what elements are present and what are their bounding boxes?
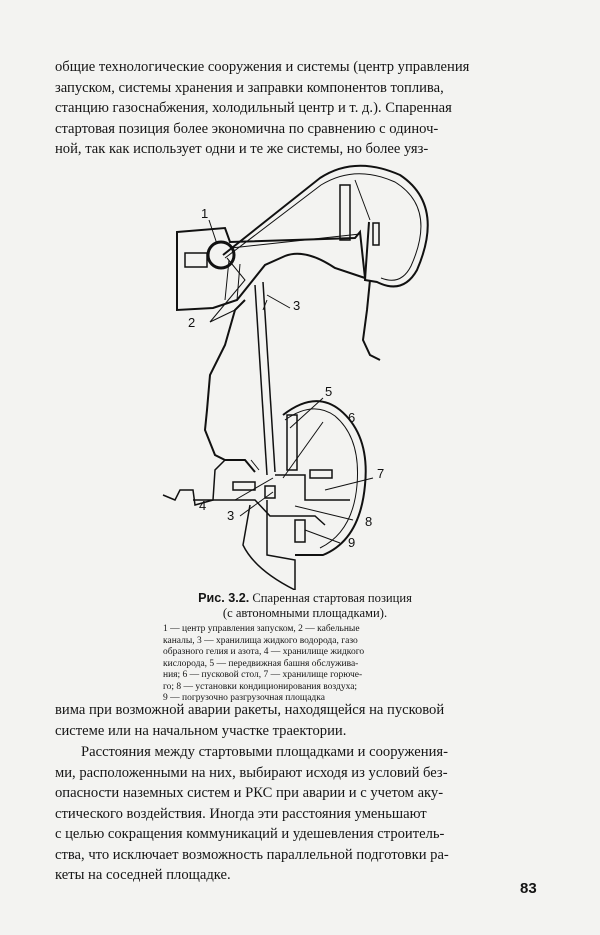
legend-line: каналы, 3 — хранилища жидкого водорода, газо (163, 635, 358, 646)
label-7: 7 (377, 466, 385, 481)
paragraph-bottom (55, 742, 545, 886)
figure-caption (165, 591, 445, 621)
text-line: стартовая позиция более экономична по сравнению с одиноч- (55, 120, 439, 137)
text-line: стического воздействия. Иногда эти расстояния уменьшают (55, 805, 427, 822)
text-line: станцию газоснабжения, холодильный центр и т. д.). Спаренная (55, 100, 452, 116)
label-4: 4 (199, 498, 207, 513)
control-center (208, 242, 234, 268)
caption-prefix: Рис. 3.2. (198, 591, 250, 605)
text-line: ми, расположенными на них, выбирают исходя из условий без- (55, 764, 448, 781)
launch-site-diagram (155, 160, 455, 590)
text-line: ства, что исключает возможность параллельной подготовки ра- (55, 846, 449, 863)
caption-title-line2: (с автономными площадками). (222, 606, 388, 620)
label-1: 1 (201, 206, 209, 221)
text-line: ной, так как использует одни и те же системы, но более уяз- (55, 141, 429, 157)
label-5: 5 (325, 384, 333, 399)
label-6: 6 (348, 410, 356, 425)
legend-line: го; 8 — установки кондиционирования воздуха; (163, 681, 358, 692)
label-2: 2 (188, 315, 196, 330)
legend-line: ния; 6 — пусковой стол, 7 — хранилище горюче- (163, 670, 363, 680)
text-line: Расстояния между стартовыми площадками и сооружения- (81, 744, 448, 760)
paragraph-top (55, 57, 545, 160)
text-line: с целью сокращения коммуникаций и удешевления строитель- (55, 826, 445, 842)
text-line: кеты на соседней площадке. (55, 867, 231, 883)
label-9: 9 (348, 535, 356, 550)
text-line: вима при возможной аварии ракеты, находящейся на пусковой (55, 702, 445, 718)
text-line: опасности наземных систем и РКС при аварии и с учетом аку- (55, 785, 444, 801)
paragraph-middle (55, 700, 545, 741)
caption-title-line1: Спаренная стартовая позиция (252, 591, 412, 605)
legend-line: 9 — погрузочно разгрузочная площадка (163, 693, 325, 703)
text-line: системе или на начальном участке траектории. (55, 722, 347, 739)
text-line: запуском, системы хранения и заправки компонентов топлива, (55, 79, 444, 96)
legend-line: 1 — центр управления запуском, 2 — кабельные (163, 624, 360, 634)
label-8: 8 (365, 514, 373, 529)
text-line: общие технологические сооружения и системы (центр управления (55, 59, 470, 75)
figure-legend (163, 624, 449, 705)
page-number: 83 (520, 880, 537, 897)
label-3-top: 3 (293, 298, 301, 313)
legend-line: кислорода, 5 — передвижная башня обслужива- (163, 658, 359, 669)
label-3-bottom: 3 (227, 508, 235, 523)
legend-line: образного гелия и азота, 4 — хранилище жидкого (163, 647, 365, 657)
